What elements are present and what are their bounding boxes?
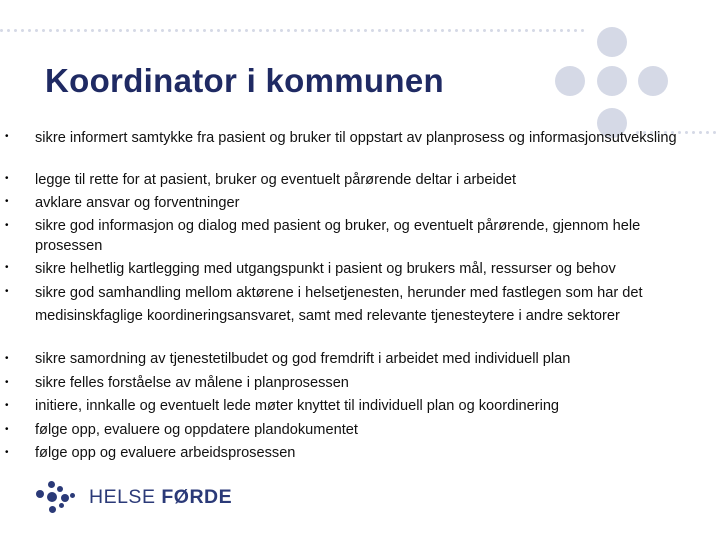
dot: [294, 29, 297, 32]
dot: [42, 29, 45, 32]
dot: [518, 29, 521, 32]
bullet-marker: •: [5, 262, 9, 273]
dot: [252, 29, 255, 32]
dot: [441, 29, 444, 32]
dot: [483, 29, 486, 32]
dot: [357, 29, 360, 32]
dot: [112, 29, 115, 32]
dot: [490, 29, 493, 32]
dot: [448, 29, 451, 32]
dot: [399, 29, 402, 32]
dot: [140, 29, 143, 32]
dot: [238, 29, 241, 32]
dot: [581, 29, 584, 32]
bullet-item: sikre god informasjon og dialog med pasient og bruker, og eventuelt pårørende, gjennom hele prosessen: [35, 218, 641, 254]
dot: [91, 29, 94, 32]
bullet-item: sikre samordning av tjenestetilbudet og god fremdrift i arbeidet med individuell plan: [35, 351, 571, 367]
dot: [63, 29, 66, 32]
dot: [301, 29, 304, 32]
dot: [315, 29, 318, 32]
dot: [245, 29, 248, 32]
dot: [147, 29, 150, 32]
dot: [0, 29, 3, 32]
decor-circle: [597, 66, 627, 96]
slide-title: Koordinator i kommunen: [45, 62, 444, 99]
dot: [329, 29, 332, 32]
dot: [539, 29, 542, 32]
bullet-marker: •: [5, 400, 9, 411]
bullet-marker: •: [5, 424, 9, 435]
dot: [133, 29, 136, 32]
decor-circle: [638, 66, 668, 96]
dot: [210, 29, 213, 32]
dot: [476, 29, 479, 32]
bullet-item: sikre informert samtykke fra pasient og bruker til oppstart av planprosess og informasjonsutveksling: [35, 130, 677, 146]
dot: [553, 29, 556, 32]
dot: [455, 29, 458, 32]
dot: [546, 29, 549, 32]
dot: [567, 29, 570, 32]
decor-circle: [555, 66, 585, 96]
dot: [189, 29, 192, 32]
bullet-item: initiere, innkalle og eventuelt lede møter knyttet til individuell plan og koordinering: [35, 398, 560, 414]
dot: [280, 29, 283, 32]
dot: [49, 29, 52, 32]
dot: [560, 29, 563, 32]
helse-forde-logo: [28, 478, 248, 518]
dot: [21, 29, 24, 32]
bullet-marker: •: [5, 220, 9, 231]
dot: [231, 29, 234, 32]
dot: [336, 29, 339, 32]
logo-word-helse: HELSE: [89, 486, 156, 508]
dot: [322, 29, 325, 32]
dot: [224, 29, 227, 32]
dot: [497, 29, 500, 32]
dot: [525, 29, 528, 32]
bullet-item: avklare ansvar og forventninger: [35, 195, 240, 211]
dot: [168, 29, 171, 32]
bullet-marker: •: [5, 377, 9, 388]
logo-dots-icon: [28, 478, 78, 518]
dot: [84, 29, 87, 32]
dot: [28, 29, 31, 32]
dot: [266, 29, 269, 32]
dot: [182, 29, 185, 32]
dot: [469, 29, 472, 32]
bullet-marker: •: [5, 131, 9, 142]
logo-wordmark: [89, 486, 232, 509]
dot: [385, 29, 388, 32]
dot: [308, 29, 311, 32]
decor-circle: [597, 27, 627, 57]
dot: [420, 29, 423, 32]
dot: [713, 131, 716, 134]
dot: [154, 29, 157, 32]
dot: [287, 29, 290, 32]
dot: [217, 29, 220, 32]
dot: [364, 29, 367, 32]
dot: [532, 29, 535, 32]
dot: [70, 29, 73, 32]
dot: [161, 29, 164, 32]
dot: [574, 29, 577, 32]
dot: [77, 29, 80, 32]
dot: [35, 29, 38, 32]
bullet-item: følge opp, evaluere og oppdatere plandokumentet: [35, 422, 358, 438]
top-dotted-line: [0, 29, 585, 33]
dot: [350, 29, 353, 32]
bullet-marker: •: [5, 196, 9, 207]
dot: [105, 29, 108, 32]
dot: [706, 131, 709, 134]
bullet-item: sikre helhetlig kartlegging med utgangspunkt i pasient og brukers mål, ressurser og behov: [35, 261, 616, 277]
dot: [56, 29, 59, 32]
dot: [378, 29, 381, 32]
bullet-item: følge opp og evaluere arbeidsprosessen: [35, 445, 296, 461]
dot: [203, 29, 206, 32]
dot: [427, 29, 430, 32]
dot: [98, 29, 101, 32]
dot: [196, 29, 199, 32]
bullet-item: legge til rette for at pasient, bruker og eventuelt pårørende deltar i arbeidet: [35, 172, 517, 188]
dot: [119, 29, 122, 32]
bullet-marker: •: [5, 173, 9, 184]
dot: [259, 29, 262, 32]
dot: [392, 29, 395, 32]
bullet-item: sikre felles forståelse av målene i planprosessen: [35, 375, 349, 391]
dot: [175, 29, 178, 32]
dot: [14, 29, 17, 32]
bullet-item: sikre god samhandling mellom aktørene i helsetjenesten, herunder med fastlegen som har det medisinskfaglige koordineringsansvaret, samt med relevante tjenesteytere i andre sektorer: [35, 285, 643, 324]
dot: [504, 29, 507, 32]
dot: [7, 29, 10, 32]
dot: [413, 29, 416, 32]
dot: [371, 29, 374, 32]
dot: [406, 29, 409, 32]
dot: [511, 29, 514, 32]
dot: [343, 29, 346, 32]
dot: [434, 29, 437, 32]
logo-word-forde: FØRDE: [161, 486, 233, 508]
dot: [273, 29, 276, 32]
bullet-marker: •: [5, 353, 9, 364]
bullet-marker: •: [5, 447, 9, 458]
dot: [126, 29, 129, 32]
dot: [462, 29, 465, 32]
bullet-marker: •: [5, 286, 9, 297]
